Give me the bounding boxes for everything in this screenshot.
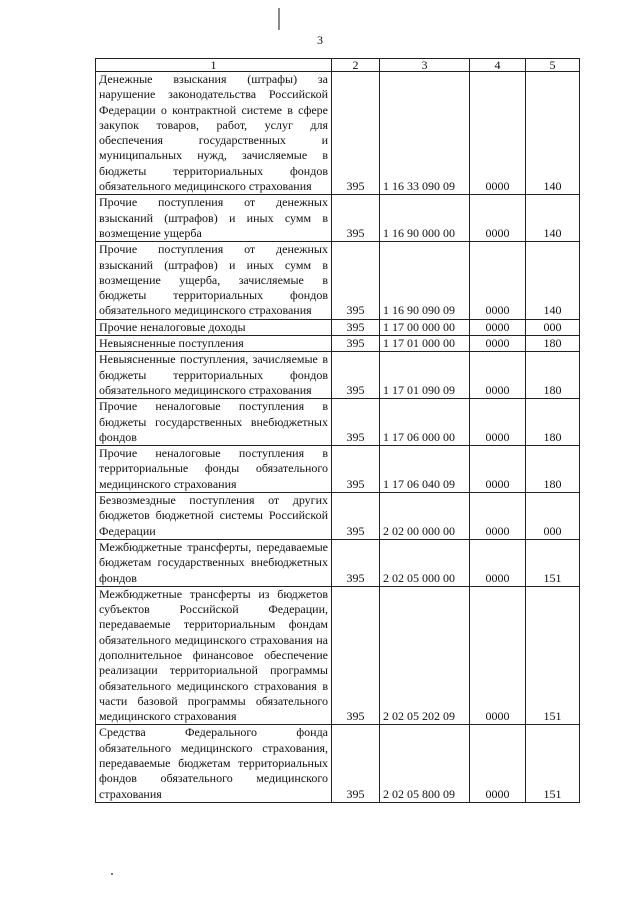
budget-code-cell: 2 02 05 202 09 — [380, 586, 470, 725]
budget-code-cell: 1 17 01 090 09 — [380, 352, 470, 399]
subtype-code-cell: 0000 — [470, 336, 526, 352]
revenue-name-cell: Невыясненные поступления — [96, 336, 332, 352]
admin-code-cell: 395 — [332, 586, 380, 725]
subtype-code-cell: 0000 — [470, 352, 526, 399]
classification-code-cell: 180 — [526, 352, 580, 399]
table-row — [96, 725, 580, 802]
table-row — [96, 242, 580, 319]
column-header: 5 — [526, 59, 580, 72]
classification-code-cell: 180 — [526, 336, 580, 352]
table-row — [96, 319, 580, 335]
classification-code-cell: 140 — [526, 242, 580, 319]
budget-code-cell: 1 16 90 090 09 — [380, 242, 470, 319]
budget-code-cell: 2 02 05 800 09 — [380, 725, 470, 802]
table-row — [96, 72, 580, 195]
budget-code-cell: 1 17 00 000 00 — [380, 319, 470, 335]
budget-code-cell: 2 02 00 000 00 — [380, 493, 470, 540]
revenue-name-cell: Прочие поступления от денежных взысканий (штрафов) и иных сумм в возмещение ущерба, зачисляемые в бюджеты территориальных фондов обязательного медицинского страхования — [96, 242, 332, 319]
budget-code-cell: 1 17 06 000 00 — [380, 399, 470, 446]
revenue-name-cell: Прочие неналоговые доходы — [96, 319, 332, 335]
admin-code-cell: 395 — [332, 242, 380, 319]
subtype-code-cell: 0000 — [470, 399, 526, 446]
admin-code-cell: 395 — [332, 539, 380, 586]
admin-code-cell: 395 — [332, 352, 380, 399]
table-header-row — [96, 59, 580, 72]
subtype-code-cell: 0000 — [470, 72, 526, 195]
table-row — [96, 539, 580, 586]
admin-code-cell: 395 — [332, 493, 380, 540]
classification-code-cell: 000 — [526, 319, 580, 335]
subtype-code-cell: 0000 — [470, 242, 526, 319]
admin-code-cell: 395 — [332, 195, 380, 242]
classification-code-cell: 000 — [526, 493, 580, 540]
subtype-code-cell: 0000 — [470, 446, 526, 493]
revenue-codes-table — [95, 58, 580, 803]
classification-code-cell: 140 — [526, 72, 580, 195]
admin-code-cell: 395 — [332, 336, 380, 352]
subtype-code-cell: 0000 — [470, 539, 526, 586]
subtype-code-cell: 0000 — [470, 195, 526, 242]
classification-code-cell: 180 — [526, 446, 580, 493]
admin-code-cell: 395 — [332, 446, 380, 493]
classification-code-cell: 151 — [526, 539, 580, 586]
table-row — [96, 195, 580, 242]
scan-dot — [111, 873, 113, 875]
column-header: 3 — [380, 59, 470, 72]
table-row — [96, 336, 580, 352]
subtype-code-cell: 0000 — [470, 493, 526, 540]
admin-code-cell: 395 — [332, 399, 380, 446]
table-row — [96, 446, 580, 493]
table-row — [96, 352, 580, 399]
revenue-name-cell: Прочие неналоговые поступления в территориальные фонды обязательного медицинского страхования — [96, 446, 332, 493]
revenue-name-cell: Невыясненные поступления, зачисляемые в бюджеты территориальных фондов обязательного медицинского страхования — [96, 352, 332, 399]
classification-code-cell: 151 — [526, 725, 580, 802]
budget-code-cell: 1 17 01 000 00 — [380, 336, 470, 352]
column-header: 1 — [96, 59, 332, 72]
page-number: 3 — [317, 33, 323, 47]
revenue-name-cell: Средства Федерального фонда обязательного медицинского страхования, передаваемые бюджетам территориальных фондов обязательного медицинского страхования — [96, 725, 332, 802]
table-row — [96, 586, 580, 725]
table-row — [96, 399, 580, 446]
column-header: 2 — [332, 59, 380, 72]
budget-code-cell: 1 16 90 000 00 — [380, 195, 470, 242]
classification-code-cell: 151 — [526, 586, 580, 725]
revenue-name-cell: Межбюджетные трансферты, передаваемые бюджетам государственных внебюджетных фондов — [96, 539, 332, 586]
scan-mark — [278, 8, 280, 30]
revenue-name-cell: Прочие неналоговые поступления в бюджеты государственных внебюджетных фондов — [96, 399, 332, 446]
subtype-code-cell: 0000 — [470, 725, 526, 802]
column-header: 4 — [470, 59, 526, 72]
admin-code-cell: 395 — [332, 319, 380, 335]
admin-code-cell: 395 — [332, 725, 380, 802]
budget-code-cell: 1 16 33 090 09 — [380, 72, 470, 195]
classification-code-cell: 140 — [526, 195, 580, 242]
subtype-code-cell: 0000 — [470, 319, 526, 335]
budget-code-cell: 2 02 05 000 00 — [380, 539, 470, 586]
budget-code-cell: 1 17 06 040 09 — [380, 446, 470, 493]
revenue-name-cell: Денежные взыскания (штрафы) за нарушение законодательства Российской Федерации о контрактной системе в сфере закупок товаров, работ, услуг для обеспечения государственных и муниципальных нужд, зачисляемые в бюджеты территориальных фондов обязательного медицинского страхования — [96, 72, 332, 195]
revenue-name-cell: Прочие поступления от денежных взысканий (штрафов) и иных сумм в возмещение ущерба — [96, 195, 332, 242]
table-row — [96, 493, 580, 540]
admin-code-cell: 395 — [332, 72, 380, 195]
revenue-name-cell: Безвозмездные поступления от других бюджетов бюджетной системы Российской Федерации — [96, 493, 332, 540]
classification-code-cell: 180 — [526, 399, 580, 446]
revenue-name-cell: Межбюджетные трансферты из бюджетов субъектов Российской Федерации, передаваемые территориальным фондам обязательного медицинского страхования на дополнительное финансовое обеспечение реализации территориальной программы обязательного медицинского страхования в части базовой программы обязательного медицинского страхования — [96, 586, 332, 725]
subtype-code-cell: 0000 — [470, 586, 526, 725]
